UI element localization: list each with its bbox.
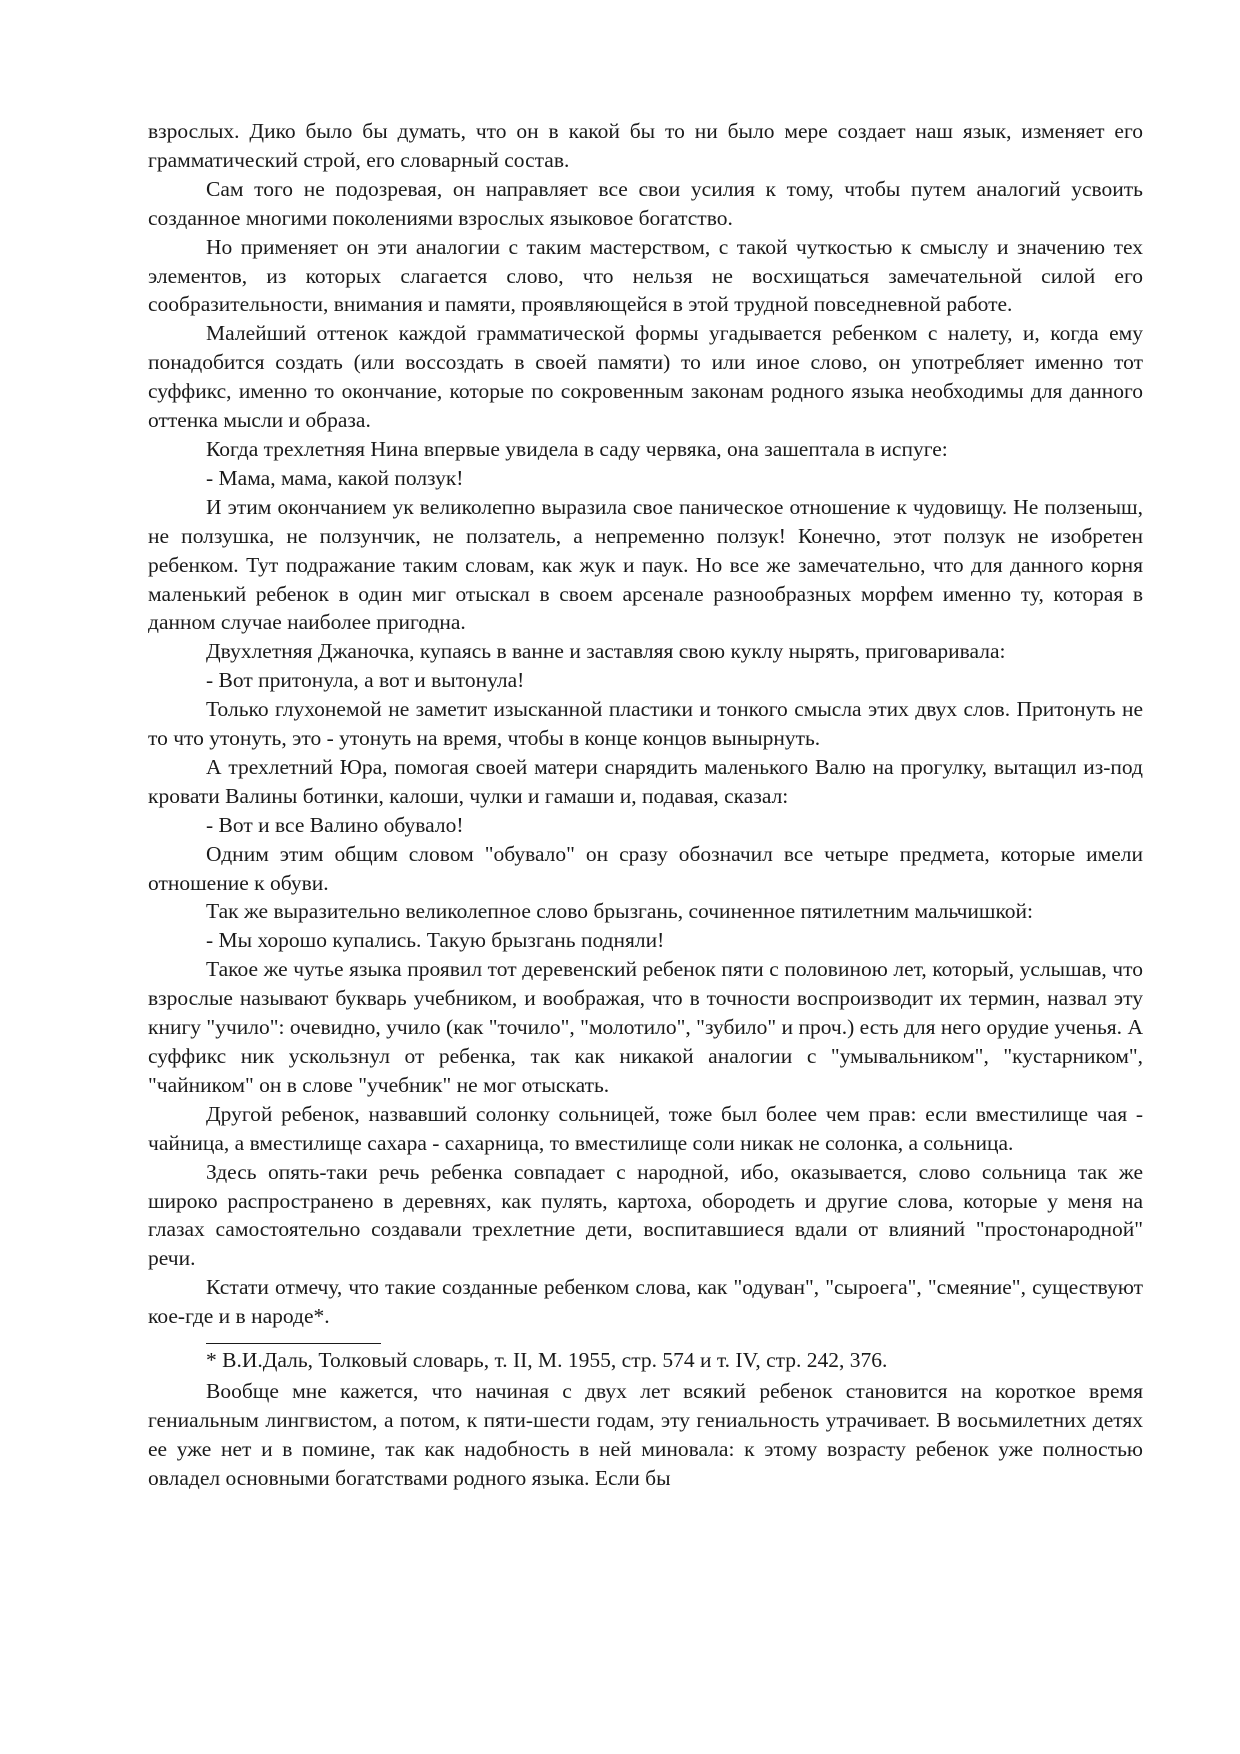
paragraph-18: Здесь опять-таки речь ребенка совпадает с народной, ибо, оказывается, слово сольница так же широко распространено в деревнях, как пулять, картоха, обородеть и другие слова, которые у меня на глазах самостоятельно создавали трехлетние дети, воспитавшиеся вдали от влияний "простонародной" речи. (148, 1159, 1143, 1271)
document-page (148, 117, 1143, 1493)
dialogue-line-1: - Мама, мама, какой ползук! (206, 465, 464, 490)
dialogue-line-4: - Мы хорошо купались. Такую брызгань подняли! (206, 928, 665, 953)
footnote-divider (206, 1343, 381, 1344)
paragraph-17: Другой ребенок, назвавший солонку сольницей, тоже был более чем прав: если вместилище чая - чайница, а вместилище сахара - сахарница, то вместилище соли никак не солонка, а сольница. (148, 1101, 1143, 1155)
paragraph-3: Но применяет он эти аналогии с таким мастерством, с такой чуткостью к смыслу и значению тех элементов, из которых слагается слово, что нельзя не восхищаться замечательной силой его сообразительности, внимания и памяти, проявляющейся в этой трудной повседневной работе. (148, 234, 1143, 317)
paragraph-8: Двухлетняя Джаночка, купаясь в ванне и заставляя свою куклу нырять, приговаривала: (206, 639, 1006, 664)
paragraph-4: Малейший оттенок каждой грамматической формы угадывается ребенком с налету, и, когда ему понадобится создать (или воссоздать в своей памяти) то или иное слово, он употребляет именно тот суффикс, именно то окончание, которые по сокровенным законам родного языка необходимы для данного оттенка мысли и образа. (148, 321, 1143, 433)
paragraph-13: Одним этим общим словом "обувало" он сразу обозначил все четыре предмета, которые имели отношение к обуви. (148, 841, 1143, 895)
paragraph-10: Только глухонемой не заметит изысканной пластики и тонкого смысла этих двух слов. Притонуть не то что утонуть, это - утонуть на время, чтобы в конце концов вынырнуть. (148, 697, 1143, 751)
closing-paragraph: Вообще мне кажется, что начиная с двух лет всякий ребенок становится на короткое время гениальным лингвистом, а потом, к пяти-шести годам, эту гениальность утрачивает. В восьмилетних детях ее уже нет и в помине, так как надобность в ней миновала: к этому возрасту ребенок уже полностью овладел основными богатствами родного языка. Если бы (148, 1378, 1143, 1490)
footnote: * В.И.Даль, Толковый словарь, т. II, М. 1955, стр. 574 и т. IV, стр. 242, 376. (206, 1348, 888, 1373)
dialogue-line-3: - Вот и все Валино обувало! (206, 812, 464, 837)
paragraph-16: Такое же чутье языка проявил тот деревенский ребенок пяти с половиною лет, который, услышав, что взрослые называют букварь учебником, и воображая, что в точности воспроизводит их термин, назвал эту книгу "учило": очевидно, учило (как "точило", "молотило", "зубило" и проч.) есть для него орудие ученья. А суффикс ник ускользнул от ребенка, так как никакой аналогии с "умывальником", "кустарником", "чайником" он в слове "учебник" не мог отыскать. (148, 957, 1143, 1097)
paragraph-11: А трехлетний Юра, помогая своей матери снарядить маленького Валю на прогулку, вытащил из-под кровати Валины ботинки, калоши, чулки и гамаши и, подавая, сказал: (148, 754, 1143, 808)
paragraph-7: И этим окончанием ук великолепно выразила свое паническое отношение к чудовищу. Не ползеныш, не ползушка, не ползунчик, не ползатель, а непременно ползук! Конечно, этот ползук не изобретен ребенком. Тут подражание таким словам, как жук и паук. Но все же замечательно, что для данного корня маленький ребенок в один миг отыскал в своем арсенале разнообразных морфем именно ту, которая в данном случае наиболее пригодна. (148, 494, 1143, 635)
paragraph-14: Так же выразительно великолепное слово брызгань, сочиненное пятилетним мальчишкой: (206, 899, 1034, 924)
paragraph-1: взрослых. Дико было бы думать, что он в какой бы то ни было мере создает наш язык, изменяет его грамматический строй, его словарный состав. (148, 119, 1143, 172)
dialogue-line-2: - Вот притонула, а вот и вытонула! (206, 668, 525, 693)
paragraph-2: Сам того не подозревая, он направляет все свои усилия к тому, чтобы путем аналогий усвоить созданное многими поколениями взрослых языковое богатство. (148, 176, 1143, 230)
paragraph-19: Кстати отмечу, что такие созданные ребенком слова, как "одуван", "сыроега", "смеяние", существуют кое-где и в народе*. (148, 1275, 1143, 1329)
paragraph-5: Когда трехлетняя Нина впервые увидела в саду червяка, она зашептала в испуге: (206, 436, 948, 461)
